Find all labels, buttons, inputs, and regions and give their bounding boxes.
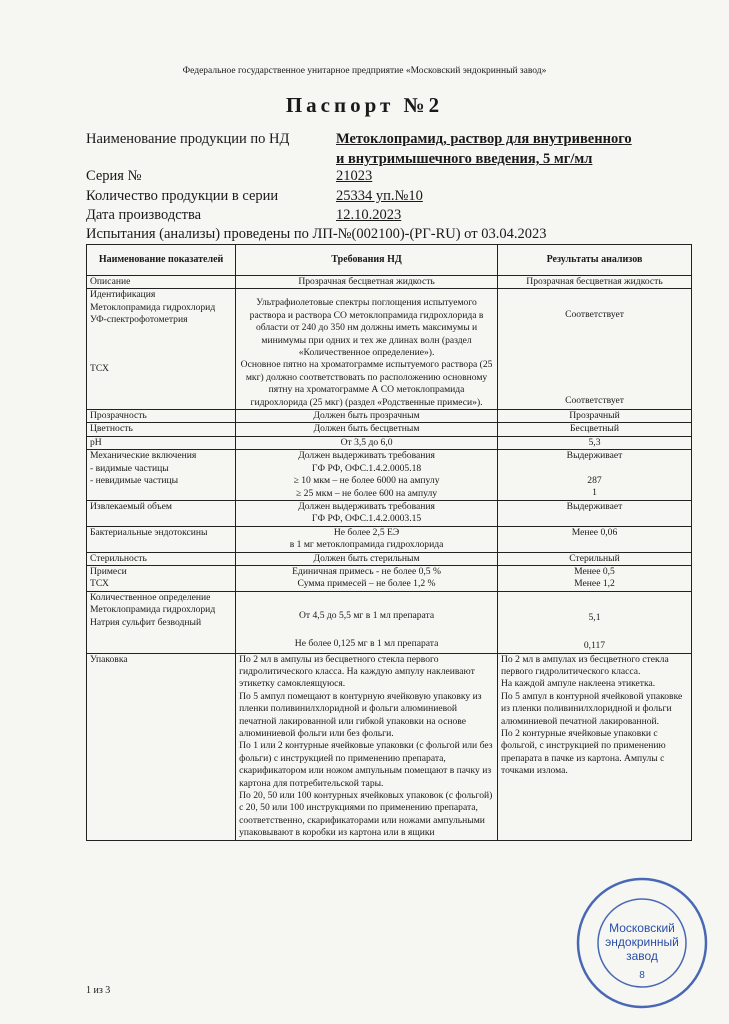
result-paragraph: На каждой ампуле наклеена этикетка. [501,678,656,690]
row-name-line: ТСХ [90,578,109,590]
row-requirement [236,565,498,591]
row-requirement [236,500,498,526]
analysis-table [86,244,692,841]
row-name-line: Идентификация [90,289,156,301]
row-name-line: Метоклопрамида гидрохлорид [90,604,216,616]
row-requirement: Должен быть бесцветным [236,423,498,436]
stamp-line2: эндокринный [605,935,679,949]
row-result: Стерильный [498,552,692,565]
company-name: Федеральное государственное унитарное предприятие «Московский эндокринный завод» [182,66,547,76]
result-line: 287 [587,474,602,486]
quantity-value: 25334 уп.№10 [336,188,423,204]
table-row [87,653,692,840]
row-name: Цветность [87,423,236,436]
header-indicator: Наименование показателей [87,245,236,276]
row-name-line: Количественное определение [90,591,211,603]
row-requirement: От 3,5 до 6,0 [236,436,498,449]
row-requirement [236,653,498,840]
row-name-line: Метоклопрамида гидрохлорид [90,301,216,313]
row-name [87,450,236,501]
product-name-line1: Метоклопрамид, раствор для внутривенного [336,131,632,147]
row-name [87,565,236,591]
requirement-line: Должен выдерживать требования [298,450,435,462]
quantity-label: Количество продукции в серии [86,188,279,204]
row-requirement [236,450,498,501]
row-name [87,289,236,410]
result-line: Менее 1,2 [574,578,615,590]
row-name-line: Механические включения [90,450,197,462]
table-row [87,289,692,410]
requirement-paragraph: По 2 мл в ампулы из бесцветного стекла первого гидролитического класса. На каждую ампулу наклеивают этикетку самоклеящуюся. [239,653,475,690]
row-name: Прозрачность [87,410,236,423]
table-row [87,591,692,653]
date-value: 12.10.2023 [336,207,402,223]
row-name: Описание [87,276,236,289]
header-requirements: Требования НД [236,245,498,276]
requirement-line: Единичная примесь - не более 0,5 % [292,565,441,577]
series-value: 21023 [336,168,373,184]
row-name: pH [87,436,236,449]
result-line: Выдерживает [566,450,623,462]
table-row [87,526,692,552]
requirement-line: ≥ 10 мкм – не более 6000 на ампулу [293,475,440,487]
row-result [498,450,692,501]
result-line: 0,117 [583,640,606,652]
product-label: Наименование продукции по НД [86,131,290,147]
page-number: 1 из 3 [86,985,111,996]
table-row [87,500,692,526]
product-name [336,129,632,169]
requirement-uv: Ультрафиолетовые спектры поглощения испытуемого раствора и раствора СО метоклопрамида гидрохлорида в области от 240 до 350 нм должны иметь максимумы и минимумы при одних и тех же длинах волн (раздел «Количественное определение»). [249,297,484,359]
row-requirement: Должен быть стерильным [236,552,498,565]
date-label: Дата производства [86,207,202,223]
requirement-line: Не более 0,125 мг в 1 мл препарата [294,638,439,650]
table-row [87,276,692,289]
requirement-line: От 4,5 до 5,5 мг в 1 мл препарата [298,609,435,621]
row-name-line: - видимые частицы [90,462,169,474]
row-requirement: Должен быть прозрачным [236,410,498,423]
stamp-line1: Московский [609,921,675,935]
result-tlc: Соответствует [565,394,624,406]
requirement-paragraph: По 1 или 2 контурные ячейковые упаковки (с фольгой или без фольги) с инструкцией по применению препарата, скарификатором или ножом ампульным помещают в пачку из картона для потребительской тары. [239,740,493,789]
table-row [87,436,692,449]
table-row [87,450,692,501]
requirement-paragraph: По 20, 50 или 100 контурных ячейковых упаковок (с фольгой) с 20, 50 или 100 инструкциями по применению препарата, соответственно, скарификаторами или ножами ампульными упаковывают в коробки из картона или в ящики [239,790,493,839]
result-line: 1 [592,487,597,499]
row-result [498,289,692,410]
requirement-line: в 1 мг метоклопрамида гидрохлорида [289,539,444,551]
row-name: Извлекаемый объем [87,500,236,526]
requirement-line: ГФ РФ, ОФС.1.4.2.0003.15 [311,513,422,525]
row-name: Бактериальные эндотоксины [87,526,236,552]
stamp-number: 8 [639,970,645,981]
row-requirement [236,289,498,410]
row-result: Выдерживает [498,500,692,526]
series-label: Серия № [86,168,142,184]
result-uv: Соответствует [565,309,624,321]
result-paragraph: По 5 ампул в контурной ячейковой упаковке из пленки поливинилхлоридной и фольги алюминиевой печатной лакированной. [501,690,683,727]
row-name: Стерильность [87,552,236,565]
result-paragraph: По 2 контурные ячейковые упаковки с фольгой, с инструкцией по применению препарата в пачке из картона. Ампулы с точками излома. [501,728,666,777]
tests-line: Испытания (анализы) проведены по ЛП-№(002100)-(РГ-RU) от 03.04.2023 [86,226,547,242]
row-name: Упаковка [87,653,236,840]
row-result: 5,3 [498,436,692,449]
requirement-line: Не более 2,5 ЕЭ [333,526,400,538]
table-row [87,552,692,565]
row-name [87,591,236,653]
requirement-line: ≥ 25 мкм – не более 600 на ампулу [296,487,438,499]
table-row [87,410,692,423]
row-name-line: - невидимые частицы [90,475,179,487]
product-name-line2: и внутримышечного введения, 5 мг/мл [336,151,593,167]
row-requirement [236,526,498,552]
row-result: Прозрачная бесцветная жидкость [498,276,692,289]
company-stamp [573,874,711,1012]
row-result: Менее 0,06 [498,526,692,552]
table-row [87,423,692,436]
row-result: Прозрачный [498,410,692,423]
table-row [87,565,692,591]
row-name-line: ТСХ [90,362,109,374]
row-result [498,565,692,591]
row-requirement: Прозрачная бесцветная жидкость [236,276,498,289]
row-name-line: Примеси [90,565,127,577]
requirement-paragraph: По 5 ампул помещают в контурную ячейковую упаковку из пленки поливинилхлоридной и фольги алюминиевой печатной лакированной или гибкой упаковки на основе алюминиевой фольги или без фольги. [239,690,482,739]
requirement-line: Должен выдерживать требования [298,500,435,512]
requirement-line: Сумма примесей – не более 1,2 % [297,578,436,590]
result-paragraph: По 2 мл в ампулах из бесцветного стекла первого гидролитического класса. [501,653,669,677]
row-result: Бесцветный [498,423,692,436]
row-name-line: Натрия сульфит безводный [90,616,202,628]
result-line: 5,1 [588,611,601,623]
document-title: Паспорт №2 [285,93,444,117]
header-results: Результаты анализов [498,245,692,276]
row-name-line: УФ-спектрофотометрия [90,314,188,326]
requirement-line: ГФ РФ, ОФС.1.4.2.0005.18 [311,462,422,474]
stamp-line3: завод [626,949,658,963]
row-result [498,591,692,653]
row-requirement [236,591,498,653]
table-header-row [87,245,692,276]
result-line: Менее 0,5 [574,565,615,577]
row-result [498,653,692,840]
requirement-tlc: Основное пятно на хроматограмме испытуемого раствора (25 мкг) должно соответствовать по расположению основному пятну на хроматограмме А СО метоклопрамида гидрохлорида (25 мкг) (раздел «Родственные примеси»). [240,359,493,408]
